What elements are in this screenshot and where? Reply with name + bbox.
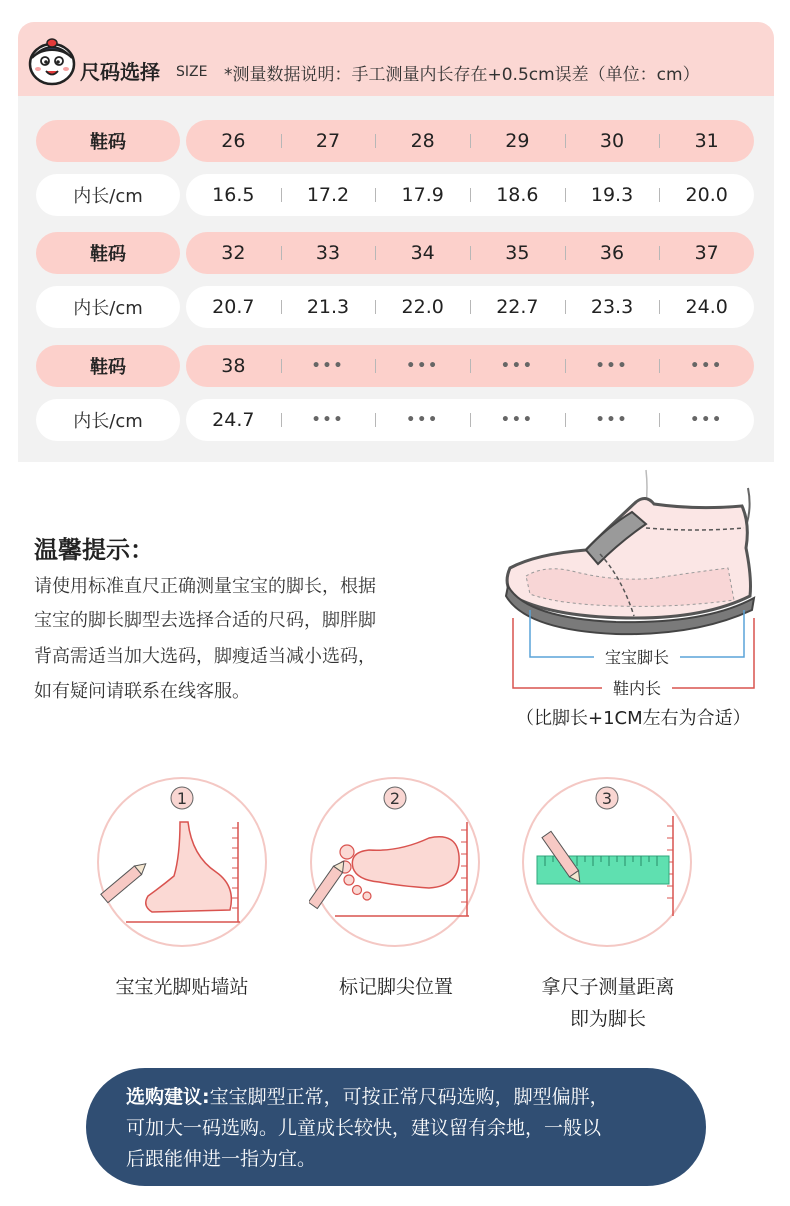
size-header xyxy=(18,22,774,96)
table-cell: 29 xyxy=(470,130,565,152)
table-cell: ••• xyxy=(565,358,660,374)
table-cell: 22.7 xyxy=(470,296,565,318)
row-values xyxy=(186,399,754,441)
table-cell: 20.0 xyxy=(659,184,754,206)
row-values xyxy=(186,174,754,216)
table-row xyxy=(36,345,754,387)
table-cell: 17.2 xyxy=(281,184,376,206)
table-cell: 36 xyxy=(565,242,660,264)
table-row xyxy=(36,399,754,441)
table-cell: 23.3 xyxy=(565,296,660,318)
inner-length-label: 鞋内长 xyxy=(612,679,662,698)
fit-caption: （比脚长+1CM左右为合适） xyxy=(516,708,751,729)
table-row xyxy=(36,120,754,162)
table-cell: ••• xyxy=(281,412,376,428)
table-cell: ••• xyxy=(375,412,470,428)
row-values xyxy=(186,345,754,387)
table-cell: 33 xyxy=(281,242,376,264)
table-cell: 37 xyxy=(659,242,754,264)
step-number: 2 xyxy=(389,789,401,808)
table-cell: 32 xyxy=(221,242,246,264)
tips-line: 背高需适当加大选码，脚瘦适当减小选码， xyxy=(34,646,376,667)
table-cell: ••• xyxy=(470,412,565,428)
table-cell: 35 xyxy=(470,242,565,264)
table-cell: 38 xyxy=(221,355,246,377)
table-cell: 16.5 xyxy=(212,184,255,206)
penguin-mascot-icon xyxy=(24,34,80,90)
step-1-illustration xyxy=(96,776,268,948)
table-cell: 30 xyxy=(565,130,660,152)
row-label: 内长/cm xyxy=(36,399,180,441)
tips-line: 请使用标准直尺正确测量宝宝的脚长，根据 xyxy=(34,576,376,597)
step-3-label-line-2: 即为脚长 xyxy=(569,1008,646,1030)
table-cell: 20.7 xyxy=(212,296,255,318)
step-1-label: 宝宝光脚贴墙站 xyxy=(115,976,249,998)
size-tag: SIZE xyxy=(176,64,208,80)
table-cell: ••• xyxy=(281,358,376,374)
advice-heading: 选购建议: xyxy=(126,1086,210,1108)
step-number: 3 xyxy=(601,789,613,808)
size-table xyxy=(18,96,774,462)
table-cell: 24.7 xyxy=(212,409,255,431)
toe xyxy=(363,892,371,900)
table-cell: ••• xyxy=(659,412,754,428)
table-cell: ••• xyxy=(375,358,470,374)
table-cell: ••• xyxy=(470,358,565,374)
toe xyxy=(353,886,362,895)
row-label: 鞋码 xyxy=(36,120,180,162)
table-cell: 18.6 xyxy=(470,184,565,206)
row-label: 内长/cm xyxy=(36,286,180,328)
row-values xyxy=(186,120,754,162)
foot-length-label: 宝宝脚长 xyxy=(604,648,670,667)
table-cell: 26 xyxy=(221,130,246,152)
advice-line: 后跟能伸进一指为宜。 xyxy=(126,1148,317,1170)
table-row xyxy=(36,286,754,328)
row-label: 内长/cm xyxy=(36,174,180,216)
table-cell: 22.0 xyxy=(375,296,470,318)
toe xyxy=(344,875,354,885)
row-label: 鞋码 xyxy=(36,232,180,274)
measurement-note: *测量数据说明：手工测量内长存在+0.5cm误差（单位：cm） xyxy=(224,65,700,85)
table-cell: ••• xyxy=(659,358,754,374)
table-cell: 28 xyxy=(375,130,470,152)
tips-line: 如有疑问请联系在线客服。 xyxy=(34,681,250,702)
tips-title: 温馨提示： xyxy=(34,536,154,564)
table-cell: 34 xyxy=(375,242,470,264)
step-3-label-line-1: 拿尺子测量距离 xyxy=(541,976,675,998)
toe xyxy=(340,845,354,859)
tips-line: 宝宝的脚长脚型去选择合适的尺码，脚胖脚 xyxy=(34,610,376,631)
step-3-illustration xyxy=(521,776,693,948)
row-values xyxy=(186,286,754,328)
step-number: 1 xyxy=(176,789,188,808)
row-values xyxy=(186,232,754,274)
row-label: 鞋码 xyxy=(36,345,180,387)
table-row xyxy=(36,232,754,274)
table-cell: 19.3 xyxy=(565,184,660,206)
table-cell: 31 xyxy=(659,130,754,152)
table-cell: 24.0 xyxy=(659,296,754,318)
shoe-measure-diagram xyxy=(496,468,766,704)
advice-line xyxy=(126,1082,666,1113)
advice-line: 可加大一码选购。儿童成长较快，建议留有余地，一般以 xyxy=(126,1117,602,1139)
step-2-label: 标记脚尖位置 xyxy=(338,976,453,998)
table-row xyxy=(36,174,754,216)
advice-text: 宝宝脚型正常，可按正常尺码选购，脚型偏胖， xyxy=(209,1086,609,1108)
purchase-advice xyxy=(86,1068,706,1186)
table-cell: 27 xyxy=(281,130,376,152)
size-title: 尺码选择 xyxy=(80,60,160,84)
table-cell: 17.9 xyxy=(375,184,470,206)
step-2-illustration xyxy=(309,776,481,948)
table-cell: ••• xyxy=(565,412,660,428)
table-cell: 21.3 xyxy=(281,296,376,318)
